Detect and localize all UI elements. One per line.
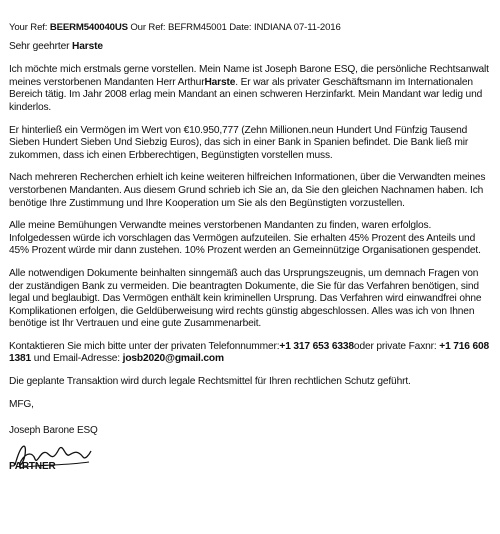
reference-line [9, 22, 491, 35]
contact-email: josb2020@gmail.com [122, 353, 224, 365]
signer-title: PARTNER [9, 461, 56, 473]
signature-block [9, 425, 491, 495]
your-ref-label: Your Ref: [9, 22, 48, 33]
paragraph-introduction-rest: . Er war als privater Geschäftsmann im Internationalen Bereich tätig. Im Jahr 2008 erlag mein Mandant an einen schweren Herzinfarkt. Mein Mandant war ledig und kinderlos. [9, 76, 483, 113]
paragraph-transaction: Die geplante Transaktion wird durch legale Rechtsmittel für Ihren rechtlichen Schutz geführt. [9, 376, 411, 388]
paragraph-contact [9, 341, 491, 366]
contact-phone: +1 317 653 6338 [279, 340, 354, 352]
paragraph-documents: Alle notwendigen Dokumente beinhalten sinngemäß auch das Ursprungszeugnis, um demnach Fragen von der zuständigen Bank zu vermeiden. Die beantragten Dokumente, die Sie für das Verfahren benötigen, sind legal und beglaubigt. Das Vermögen enthält kein kriminellen Ursprung. Das Verfahren wird einwandfrei ohne Komplikationen erfolgen, die Geldüberweisung wird rechts günstig abgeschlossen. Alles was ich von Ihnen benötige ist Ihr Vertrauen und eine gute Zusammenarbeit. [9, 267, 482, 330]
contact-email-label: und Email-Adresse: [33, 353, 120, 365]
contact-fax-label: oder private Faxnr: [353, 340, 437, 352]
date-label: Date: [229, 22, 252, 33]
contact-fax: +1 716 608 1381 [9, 340, 490, 365]
paragraph-introduction [9, 64, 491, 114]
signer-name: Joseph Barone ESQ [9, 425, 98, 437]
our-ref-value: BEFRM45001 [167, 22, 227, 33]
paragraph-share-proposal: Alle meine Bemühungen Verwandte meines verstorbenen Mandanten zu finden, waren erfolglos. Infolgedessen würde ich vorschlagen das Vermögen aufzuteilen. Sie erhalten 45% Prozent des Anteils und 45% Prozent würde mir dann zustehen. 10% Prozent werden an Gemeinnützige Organisationen gespendet. [9, 220, 481, 257]
closing: MFG, [9, 398, 34, 410]
paragraph-inheritance: Er hinterließ ein Vermögen im Wert von €10.950,777 (Zehn Millionen.neun Hundert Und Fünfzig Tausend Sieben Hundert Sieben Und Siebzig Euros), das sich in einer Bank in Spanien befindet. Die Bank ließ mir zukommen, dass ich einen Erbberechtigen, Begünstigten vorstellen muss. [9, 124, 469, 161]
paragraph-introduction-text: Ich möchte mich erstmals gerne vorstellen. Mein Name ist Joseph Barone ESQ, die persönliche Rechtsanwalt meines verstorbenen Mandanten Herr Arthur [9, 64, 489, 88]
salutation-prefix: Sehr geehrter [9, 40, 70, 52]
salutation-name: Harste [72, 40, 103, 52]
salutation [9, 41, 491, 54]
paragraph-research: Nach mehreren Recherchen erhielt ich keine weiteren hilfreichen Informationen, über die Verwandten meines verstorbenen Mandanten. Aus diesem Grund schrieb ich Sie an, da Sie den gleichen Nachnamen haben. Ich benötige Ihre Zustimmung und Ihre Kooperation um Sie als den Begünstigten vorzustellen. [9, 172, 486, 209]
contact-phone-label: Kontaktieren Sie mich bitte unter der privaten Telefonnummer: [9, 340, 280, 352]
our-ref-label: Our Ref: [130, 22, 166, 33]
date-value: INDIANA 07-11-2016 [253, 22, 341, 33]
your-ref-value: BEERM540040US [49, 22, 128, 33]
client-surname: Harste [204, 76, 236, 88]
